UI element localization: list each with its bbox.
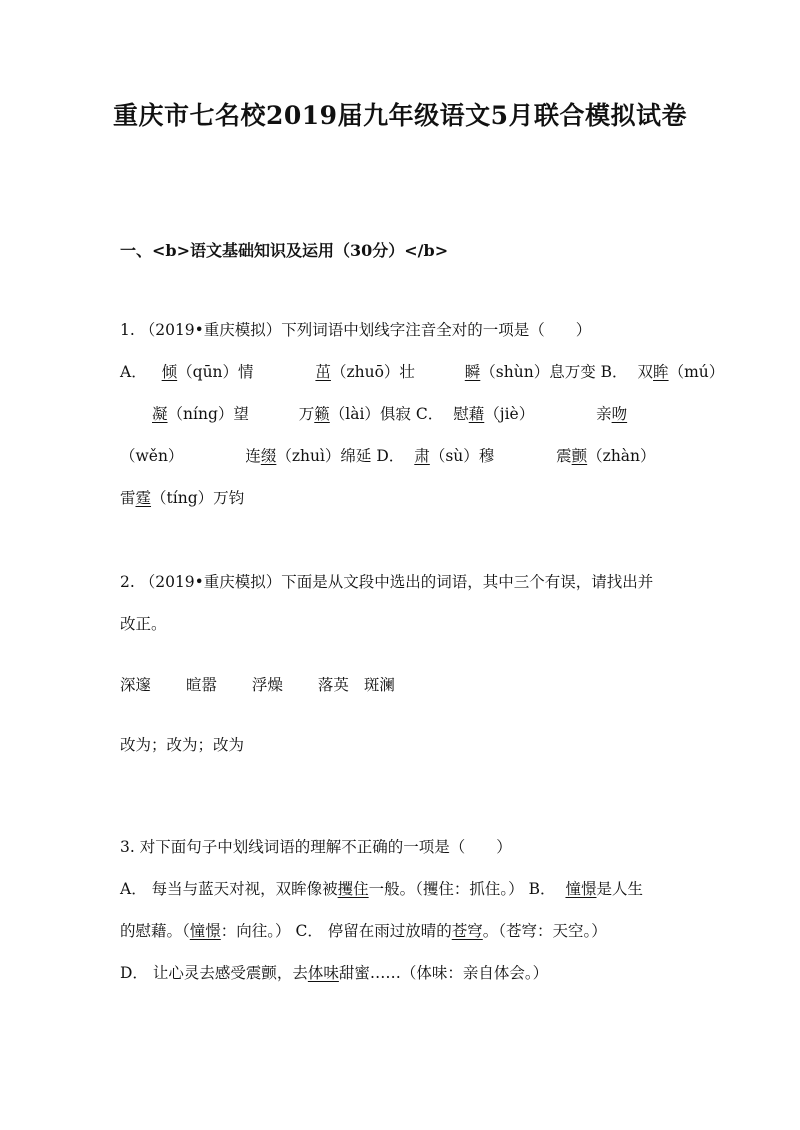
pinyin-text: （zhuì）绵延 D． [276,447,405,465]
sentence-text: 一般。（攫住：抓住。） B． [368,880,556,898]
question-1-line-3 [120,446,656,466]
sentence-text: 是人生 [596,880,643,898]
underlined-word: 体味 [307,964,339,982]
word-item: 落英 [317,676,349,694]
option-a-label: A． [120,363,147,381]
underlined-char: 霆 [135,489,152,507]
sentence-text: 。（苍穹：天空。） [482,922,607,940]
pinyin-text: （zhàn） [587,447,656,465]
word-text: 连 [245,447,261,465]
word-text: 慰 [453,405,469,423]
pinyin-text: （sù）穆 [429,447,495,465]
sentence-text: A． 每当与蓝天对视，双眸像被 [120,880,338,898]
pinyin-text: （níng）望 [167,405,249,423]
word-item: 暄嚣 [185,676,217,694]
underlined-char: 眸 [653,363,669,381]
sentence-text: ：向往。） C． 停留在雨过放晴的 [220,922,452,940]
question-1-stem: 1. （2019•重庆模拟）下列词语中划线字注音全对的一项是（ ） [120,321,592,339]
question-2-word-list [120,675,395,695]
question-2-stem-line-1: 2. （2019•重庆模拟）下面是从文段中选出的词语，其中三个有误，请找出并 [120,573,654,591]
underlined-char: 籁 [314,405,330,423]
sentence-text: D． 让心灵去感受震颤，去 [120,964,308,982]
underlined-char: 藉 [468,405,485,423]
underlined-char: 茁 [315,363,331,381]
pinyin-text: （qūn）情 [177,363,254,381]
underlined-char: 肃 [414,447,430,465]
word-item: 浮燥 [251,676,283,694]
pinyin-text: （tíng）万钧 [151,489,245,507]
word-text: 万 [298,405,315,423]
underlined-word: 憧憬 [565,880,597,898]
pinyin-text: （shùn）息万变 B． [480,363,628,381]
pinyin-text: （wěn） [120,447,184,465]
underlined-char: 颤 [571,447,588,465]
question-2-answer: 改为；改为；改为 [120,736,245,754]
underlined-char: 瞬 [464,363,481,381]
word-item: 深邃 [120,676,152,694]
underlined-word: 苍穹 [451,922,483,940]
underlined-word: 攫住 [337,880,369,898]
underlined-char: 缀 [260,447,277,465]
pinyin-text: （mú） [668,363,725,381]
section-heading: 一、<b>语文基础知识及运用（30分）</b> [120,241,449,260]
pinyin-text: （jiè） [484,405,535,423]
pinyin-text: （lài）俱寂 C． [329,405,444,423]
question-2-stem-line-2: 改正。 [120,615,167,633]
question-3-line-2 [120,921,607,941]
word-text: 雷 [120,489,136,507]
question-1-line-1 [120,362,724,382]
question-3-line-1 [120,879,643,899]
underlined-word: 憧憬 [189,922,221,940]
word-text: 亲 [596,405,612,423]
underlined-char: 吻 [611,405,628,423]
page-title: 重庆市七名校2019届九年级语文5月联合模拟试卷 [113,101,687,130]
sentence-text: 的慰藉。（ [120,922,190,940]
question-1-line-2 [152,404,627,424]
underlined-char: 凝 [152,405,168,423]
underlined-char: 倾 [161,363,178,381]
question-3-line-3 [120,963,548,983]
word-item: 斑澜 [363,676,395,694]
sentence-text: 甜蜜……（体味：亲自体会。） [338,964,549,982]
question-1-line-4 [120,488,244,508]
word-text: 双 [637,363,654,381]
question-3-stem: 3. 对下面句子中划线词语的理解不正确的一项是（ ） [120,838,512,856]
pinyin-text: （zhuō）壮 [330,363,415,381]
word-text: 震 [556,447,572,465]
